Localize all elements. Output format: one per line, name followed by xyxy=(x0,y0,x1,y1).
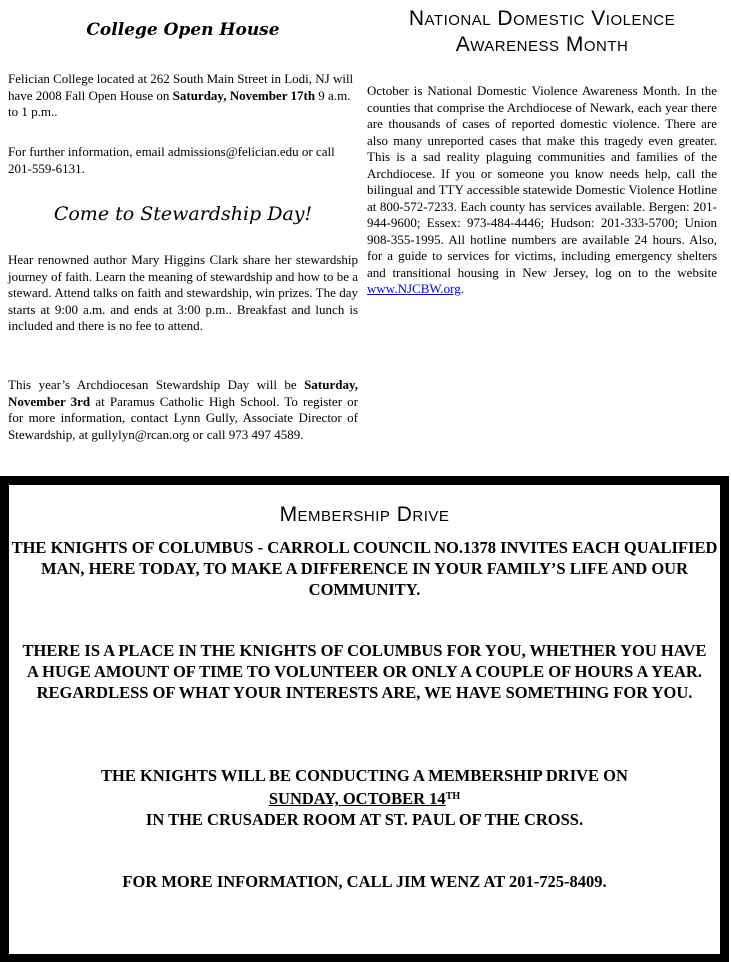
membership-drive-location: IN THE CRUSADER ROOM AT ST. PAUL OF THE CROSS. xyxy=(145,810,584,829)
membership-drive-box xyxy=(0,476,729,962)
membership-drive-title: Membership Drive xyxy=(279,503,450,526)
njcbw-website-link[interactable]: www.NJCBW.org xyxy=(367,281,461,296)
college-p1-text: Felician College located at 262 South Main Street in Lodi, NJ will have 2008 Fall Open House on xyxy=(8,71,354,103)
college-paragraph-1 xyxy=(8,71,358,121)
violence-title-line-1: National Domestic Violence xyxy=(408,7,676,30)
membership-contact: FOR MORE INFORMATION, CALL JIM WENZ AT 201-725-8409. xyxy=(122,872,607,891)
violence-title-line-2: Awareness Month xyxy=(455,33,629,56)
membership-paragraph-1: THE KNIGHTS OF COLUMBUS - CARROLL COUNCIL NO.1378 INVITES EACH QUALIFIED MAN, HERE TODAY, TO MAKE A DIFFERENCE IN YOUR FAMILY’S LIFE AND OUR COMMUNITY. xyxy=(11,538,718,599)
college-p1-time: 9 a.m. to 1 p.m.. xyxy=(8,87,351,119)
membership-drive-date xyxy=(9,786,720,809)
membership-paragraph-3 xyxy=(9,765,720,830)
violence-body-end: . xyxy=(460,281,465,296)
stewardship-p2-text: This year’s Archdiocesan Stewardship Day will be xyxy=(8,377,305,392)
college-open-house-title: College Open House xyxy=(86,20,280,40)
membership-date-suffix: TH xyxy=(445,791,461,802)
membership-drive-announcement: THE KNIGHTS WILL BE CONDUCTING A MEMBERSHIP DRIVE ON xyxy=(101,766,628,785)
violence-body-text: October is National Domestic Violence Awareness Month. In the counties that comprise the Archdiocese of Newark, each year there are thousands of cases of reported domestic violence. There are also many unreported cases that make this tragedy even greater. This is a sad reality plaguing communities and families of the Archdiocese. If you or someone you know needs help, call the bilingual and TTY accessible statewide Domestic Violence Hotline at 800-572-7233. Each county has services available. Bergen: 201-944-9600; Essex: 973-484-4446; Hudson: 201-333-5700; Union 908-355-1995. All hotline numbers are available 24 hours. Also, for a guide to services for victims, including emergency shelters and transitional housing in New Jersey, log on to the website xyxy=(367,83,717,280)
stewardship-title: Come to Stewardship Day! xyxy=(53,203,313,225)
college-paragraph-2: For further information, email admissions@felician.edu or call 201-559-6131. xyxy=(8,144,335,176)
membership-paragraph-2: THERE IS A PLACE IN THE KNIGHTS OF COLUMBUS FOR YOU, WHETHER YOU HAVE A HUGE AMOUNT OF TIME TO VOLUNTEER OR ONLY A COUPLE OF HOURS A YEAR. REGARDLESS OF WHAT YOUR INTERESTS ARE, WE HAVE SOMETHING FOR YOU. xyxy=(22,641,707,702)
stewardship-paragraph-1: Hear renowned author Mary Higgins Clark share her stewardship journey of faith. Learn the meaning of stewardship and how to be a steward. Attend talks on faith and stewardship, win prizes. The day starts at 9:00 a.m. and ends at 3:00 p.m.. Breakfast and lunch is included and there is no fee to attend. xyxy=(8,252,358,333)
stewardship-p2-details: at Paramus Catholic High School. To register or for more information, contact Lynn Gully, Associate Director of Stewardship, at gullylyn@rcan.org or call 973 497 4589. xyxy=(8,393,358,442)
violence-paragraph xyxy=(367,83,717,298)
stewardship-paragraph-2 xyxy=(8,377,358,443)
membership-date-text: SUNDAY, OCTOBER 14 xyxy=(268,789,446,808)
violence-awareness-title xyxy=(367,6,717,58)
college-p1-date: Saturday, November 17th xyxy=(172,87,316,103)
membership-drive-panel xyxy=(9,485,720,954)
stewardship-p2-date: Saturday, November 3rd xyxy=(8,377,358,409)
